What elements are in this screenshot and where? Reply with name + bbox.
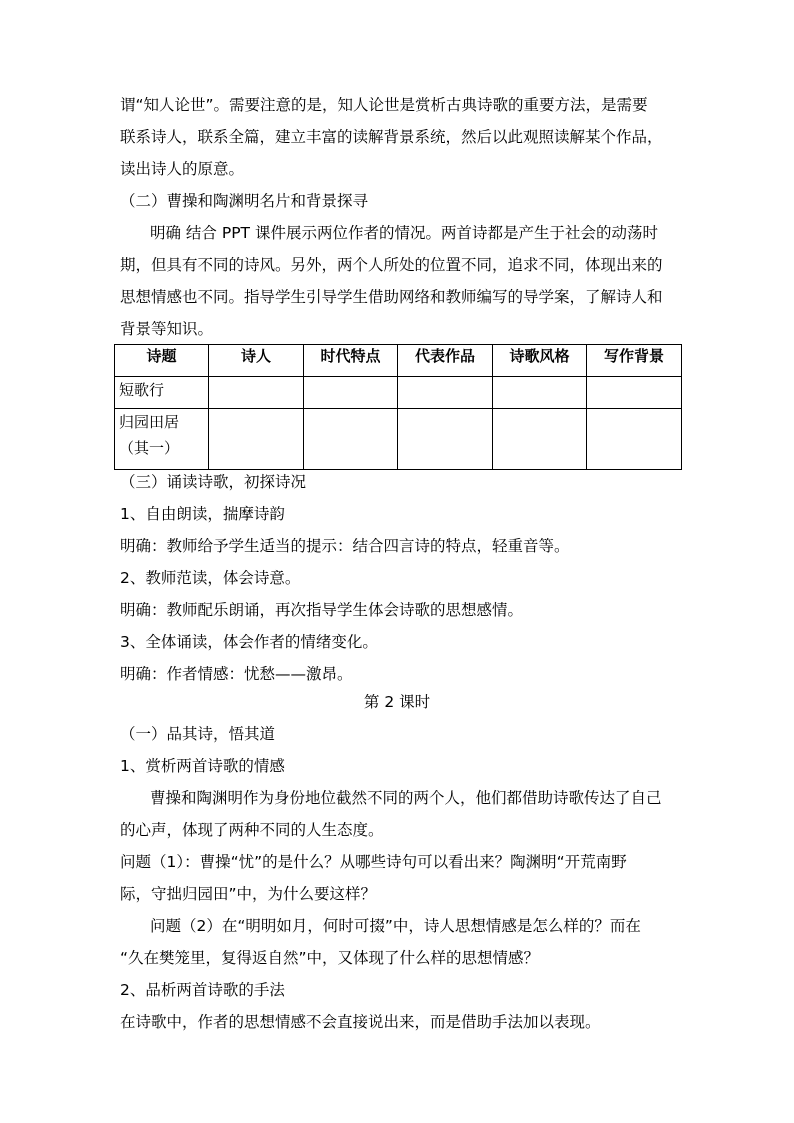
cell-text: （其一） (119, 439, 180, 457)
body-text-line: 联系诗人，联系全篇，建立丰富的读解背景系统，然后以此观照读解某个作品， (120, 128, 663, 146)
body-text-line: 明确 结合 PPT 课件展示两位作者的情况。两首诗都是产生于社会的动荡时 (150, 224, 658, 242)
body-text-line: 1、自由朗读，揣摩诗韵 (120, 505, 285, 523)
body-text-line: 思想情感也不同。指导学生引导学生借助网络和教师编写的导学案，了解诗人和 (120, 288, 663, 306)
body-text-line: 3、全体诵读，体会作者的情绪变化。 (120, 633, 378, 651)
table-cell (587, 377, 682, 409)
body-text-line: 明确：教师配乐朗诵，再次指导学生体会诗歌的思想感情。 (120, 601, 524, 619)
table-cell (209, 377, 304, 409)
cell-text: 归园田居 (119, 413, 180, 431)
question-line: 际，守拙归园田”中，为什么要这样？ (120, 885, 377, 903)
body-text-line: 在诗歌中，作者的思想情感不会直接说出来，而是借助手法加以表现。 (120, 1013, 601, 1031)
body-text-line: 的心声，体现了两种不同的人生态度。 (120, 821, 384, 839)
table-cell (304, 377, 398, 409)
table-header: 诗歌风格 (493, 345, 587, 377)
table-cell (398, 377, 493, 409)
table-header: 写作背景 (587, 345, 682, 377)
section-heading: （三）诵读诗歌，初探诗况 (120, 473, 307, 491)
question-line: 问题（2）在“明明如月，何时可掇”中，诗人思想情感是怎么样的？而在 (150, 917, 641, 935)
section-heading: （二）曹操和陶渊明名片和背景探寻 (120, 192, 369, 210)
table-row (115, 377, 682, 409)
poet-info-table (114, 344, 682, 470)
table-row (115, 409, 682, 470)
subheading: 2、品析两首诗歌的手法 (120, 981, 285, 999)
table-header: 时代特点 (304, 345, 398, 377)
table-header: 诗人 (209, 345, 304, 377)
body-text-line: 期，但具有不同的诗风。另外，两个人所处的位置不同，追求不同，体现出来的 (120, 256, 663, 274)
table-cell (304, 409, 398, 470)
table-header: 诗题 (115, 345, 209, 377)
body-text-line: 明确：作者情感：忧愁——激昂。 (120, 665, 353, 683)
body-text-line: 谓“知人论世”。需要注意的是，知人论世是赏析古典诗歌的重要方法，是需要 (120, 96, 648, 114)
table-cell (398, 409, 493, 470)
lesson-title: 第 2 课时 (363, 693, 431, 711)
body-text-line: 读出诗人的原意。 (120, 160, 245, 178)
question-line: 问题（1）：曹操“忧”的是什么？从哪些诗句可以看出来？陶渊明“开荒南野 (120, 853, 627, 871)
table-cell (493, 409, 587, 470)
body-text-line: 背景等知识。 (120, 320, 214, 338)
table-header-row (115, 345, 682, 377)
question-line: “久在樊笼里，复得返自然”中，又体现了什么样的思想情感？ (120, 949, 540, 967)
body-text-line: 2、教师范读，体会诗意。 (120, 569, 301, 587)
table-cell-poem-title (115, 377, 209, 409)
subheading: 1、赏析两首诗歌的情感 (120, 757, 285, 775)
section-heading: （一）品其诗，悟其道 (120, 725, 276, 743)
table-cell-poem-title (115, 409, 209, 470)
table-cell (587, 409, 682, 470)
table-header: 代表作品 (398, 345, 493, 377)
table-cell (209, 409, 304, 470)
cell-text: 短歌行 (119, 381, 165, 399)
table-cell (493, 377, 587, 409)
body-text-line: 曹操和陶渊明作为身份地位截然不同的两个人，他们都借助诗歌传达了自己 (150, 789, 662, 807)
body-text-line: 明确：教师给予学生适当的提示：结合四言诗的特点，轻重音等。 (120, 537, 570, 555)
